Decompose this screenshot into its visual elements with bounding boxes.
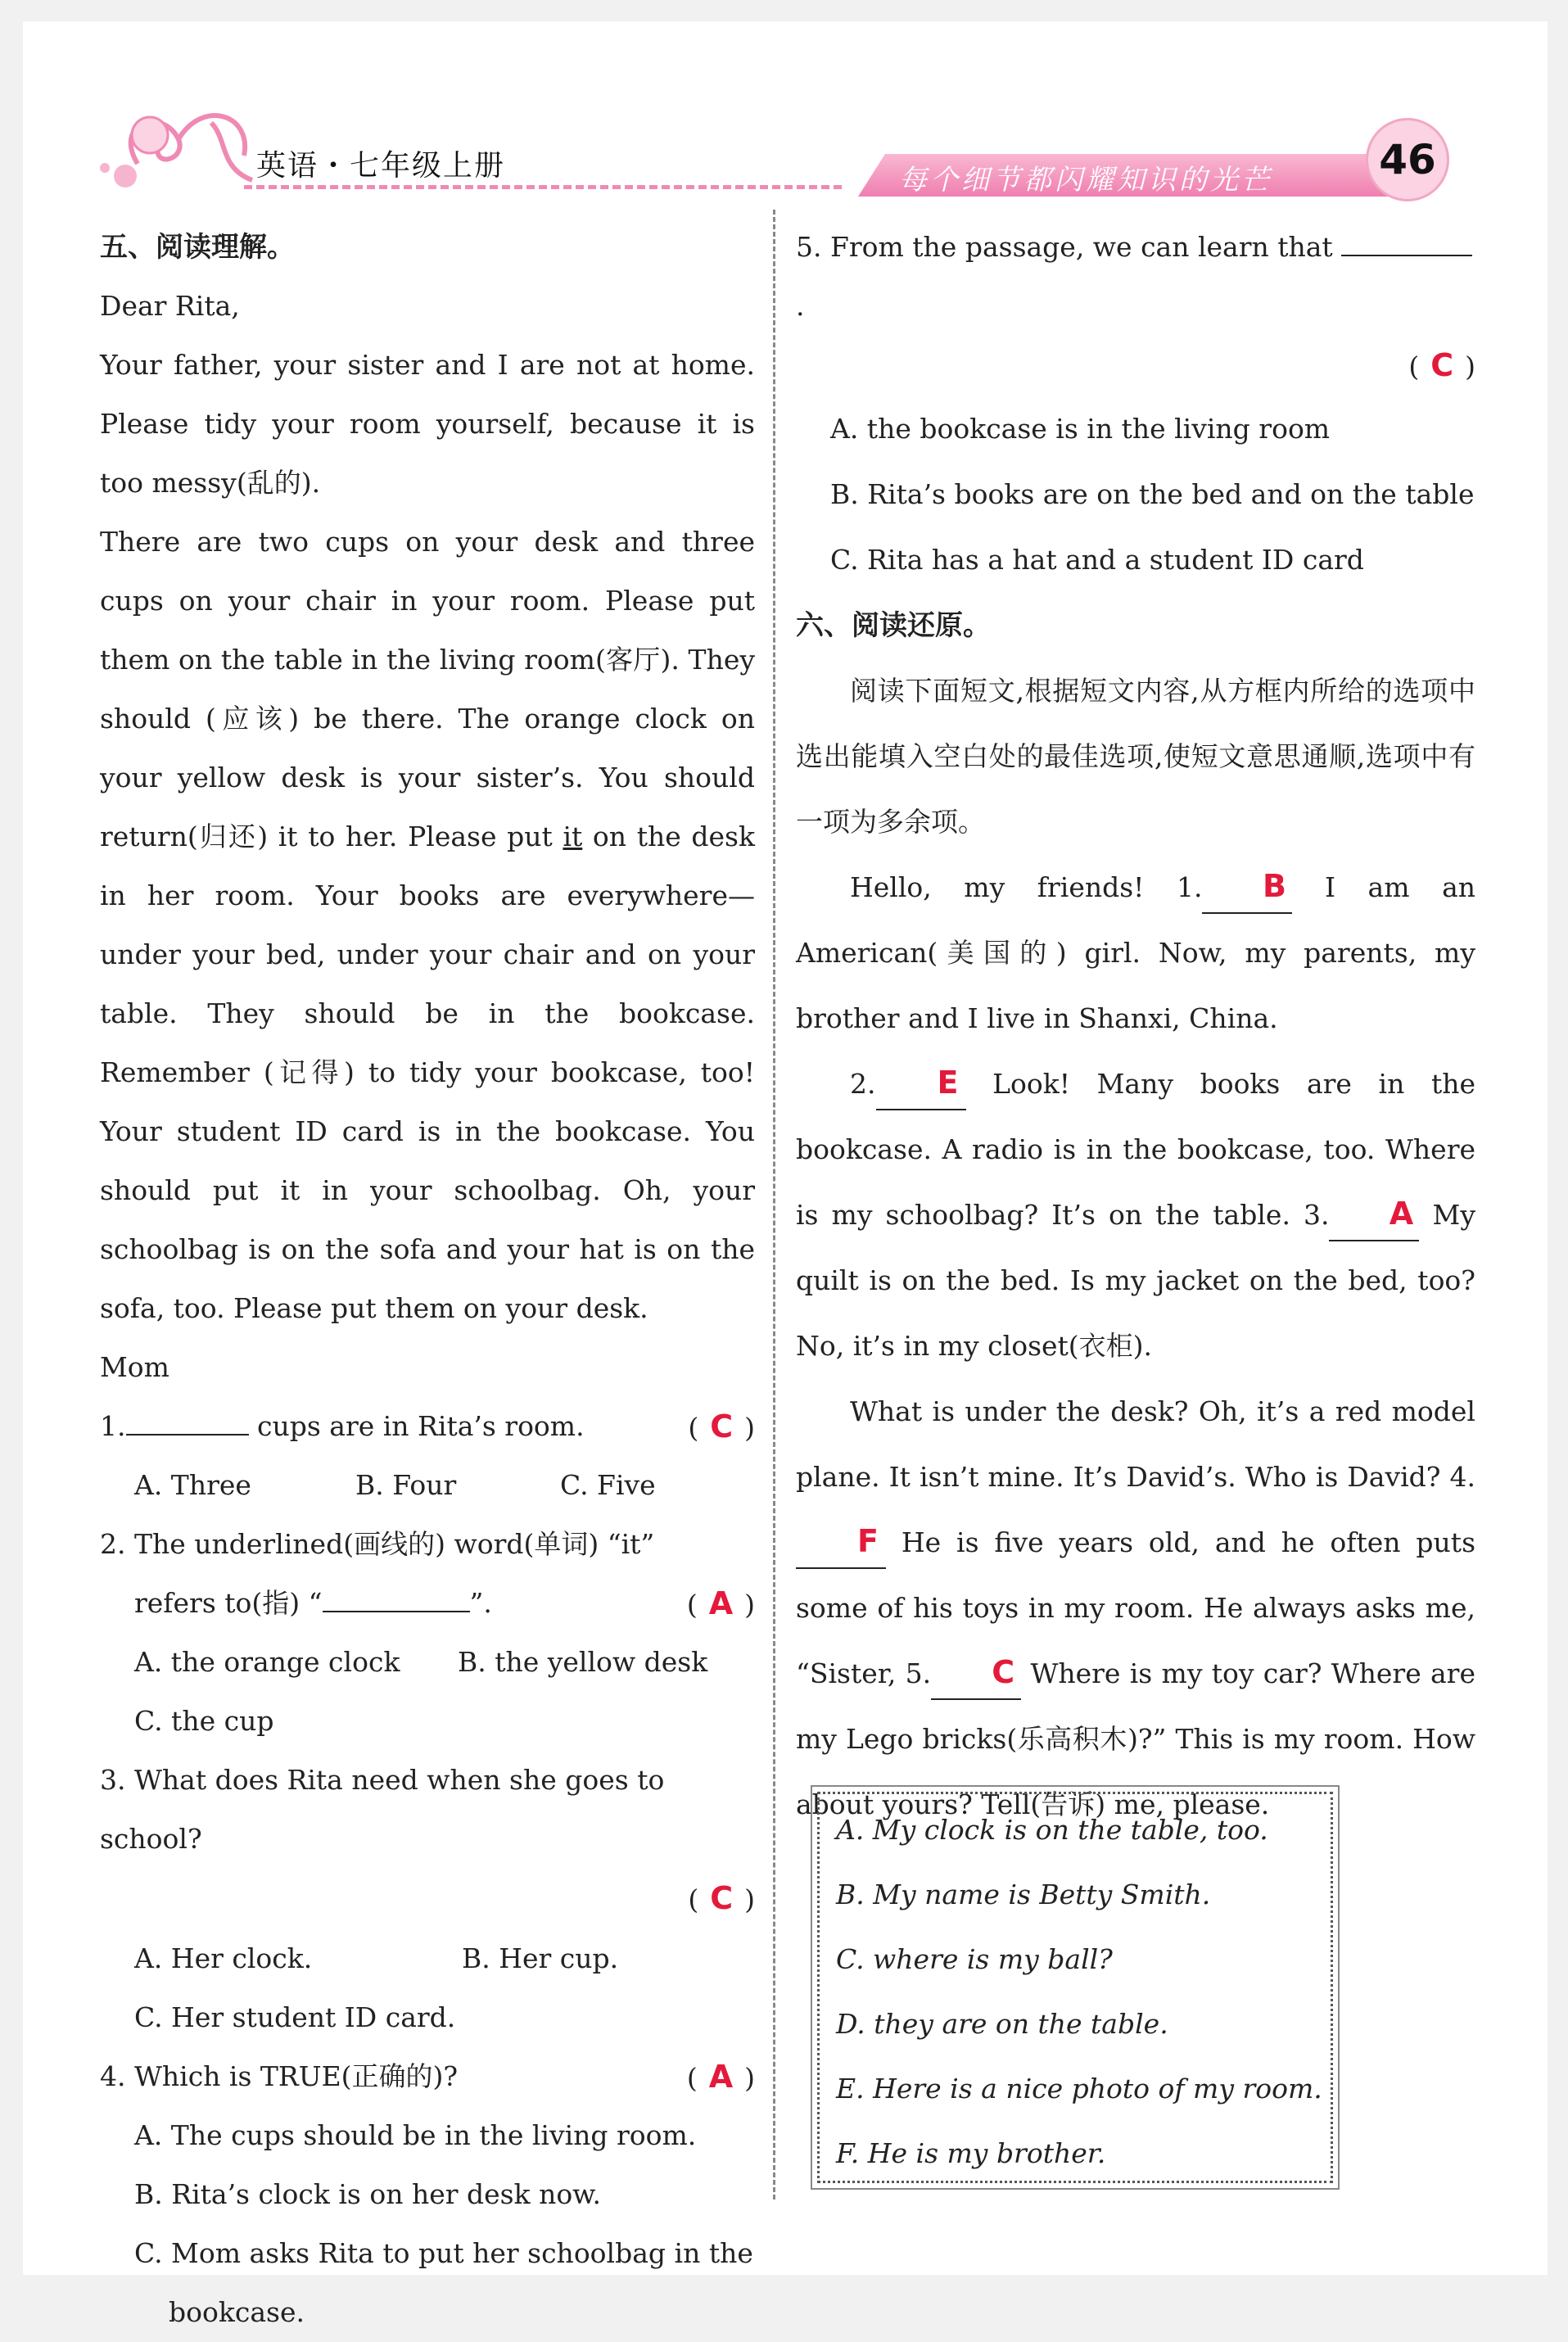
answer-mark: F [857,1523,879,1559]
answer-blank[interactable] [796,1517,886,1569]
question-4 [100,2047,755,2106]
answer-mark: B [1262,868,1286,904]
question-2-stem: 2. The underlined(画线的) word(单词) “it” [100,1528,655,1560]
passage-text: 2. [850,1068,876,1100]
option: B. the yellow desk [458,1646,708,1678]
question-2-options [100,1633,755,1692]
option: A. the orange clock [134,1646,400,1678]
column-divider [773,210,775,2200]
passage-text: What is under the desk? Oh, it’s a red model plane. It isn’t mine. It’s David’s. Who is David? 4. [796,1395,1475,1493]
answer-mark: C [710,1408,734,1445]
option: C. Five [560,1469,656,1501]
header-divider [244,185,842,189]
answer-mark: C [710,1880,734,1916]
answer-blank[interactable] [323,1583,470,1612]
letter-paragraph-2 [100,513,755,1338]
question-text: . [796,290,805,322]
option: bookcase. [169,2296,305,2328]
passage-paragraph-2 [796,1051,1475,1379]
question-number: 1. [100,1410,126,1442]
passage-paragraph-1 [796,855,1475,1051]
option: C. the cup [134,1705,274,1737]
option: B. Four [355,1469,457,1501]
option: A. Three [134,1469,251,1501]
option: A. the bookcase is in the living room [830,413,1331,445]
section5-title: 五、阅读理解。 [100,231,295,264]
answer-mark: A [708,2059,734,2095]
option: A. The cups should be in the living room. [134,2119,697,2151]
section6-instruction: 阅读下面短文,根据短文内容,从方框内所给的选项中选出能填入空白处的最佳选项,使短文意思通顺,选项中有一项为多余项。 [796,675,1475,838]
question-1 [100,1397,755,1456]
question-text: refers to(指) “ [134,1587,323,1619]
letter-text: on the desk in her room. Your books are everywhere—under your bed, under your chair and on your table. They should be in the bookcase. Remember (记得) to tidy your bookcase, too! Your student ID card is in the bookcase. You should put it in your schoolbag. Oh, your schoolbag is on the sofa and your hat is on the sofa, too. Please put them on your desk. [100,821,755,1324]
letter-paragraph-1: Your father, your sister and I are not at home. Please tidy your room yourself, because it is too messy(乱的). [100,349,755,499]
passage-text: My quilt is on the bed. Is my jacket on the bed, too? No, it’s in my closet(衣柜). [796,1199,1475,1362]
question-2 [100,1574,755,1633]
letter-greeting: Dear Rita, [100,290,240,322]
question-text: ”. [469,1587,492,1619]
underlined-word: it [563,821,583,852]
answer-bracket: ( A ) [686,2059,755,2095]
flower-ornament-icon [88,90,269,213]
option: B. Rita’s clock is on her desk now. [134,2178,602,2210]
page-number: 46 [1366,118,1449,201]
answer-bracket: ( C ) [688,1880,755,1916]
question-3: 3. What does Rita need when she goes to school? [100,1764,665,1855]
box-option: F. He is my brother. [836,2137,1106,2169]
answer-mark: E [937,1065,959,1101]
letter-text: There are two cups on your desk and three cups on your chair in your room. Please put them on the table in the living room(客厅). They should (应该) be there. The orange clock on your yellow desk is your sister’s. You should return(归还) it to her. Please put [100,526,755,852]
answer-bracket: ( C ) [688,1408,755,1445]
passage-text: Where is my toy car? Where are my Lego bricks(乐高积木)?” This is my room. How about yours? Tell(告诉) me, please. [796,1657,1475,1820]
box-option: D. they are on the table. [836,2008,1168,2040]
question-1-options [100,1456,755,1515]
option: A. Her clock. [134,1942,313,1974]
passage-text: He is five years old, and he often puts some of his toys in my room. He always asks me, “Sister, 5. [796,1526,1475,1689]
page [23,21,1548,2328]
question-text: 5. From the passage, we can learn that [796,231,1342,263]
passage-text: Look! Many books are in the bookcase. A radio is in the bookcase, too. Where is my schoolbag? It’s on the table. 3. [796,1068,1475,1231]
left-column [100,218,755,2342]
option: B. Her cup. [462,1942,619,1974]
question-text: 4. Which is TRUE(正确的)? [100,2060,459,2092]
answer-blank[interactable] [1202,861,1292,914]
right-column [796,218,1475,1838]
passage-text: Hello, my friends! 1. [850,871,1203,903]
passage-paragraph-3 [796,1379,1475,1838]
box-option: B. My name is Betty Smith. [836,1879,1211,1910]
answer-blank[interactable] [876,1058,966,1110]
question-5 [796,218,1475,336]
answer-blank[interactable] [126,1406,249,1435]
box-option: E. Here is a nice photo of my room. [836,2073,1322,2105]
box-option: A. My clock is on the table, too. [836,1814,1268,1846]
answer-mark: A [1389,1196,1414,1232]
answer-blank[interactable] [1341,227,1472,256]
option: C. Rita has a hat and a student ID card [830,544,1364,576]
answer-bracket: ( C ) [1408,347,1475,383]
letter-signature: Mom [100,1351,169,1383]
options-box [817,1792,1333,2183]
answer-mark: A [708,1585,734,1621]
book-title: 英语・七年级上册 [256,149,506,183]
answer-blank[interactable] [1329,1189,1419,1241]
option: C. Mom asks Rita to put her schoolbag in the [134,2237,753,2269]
page-header [23,21,1548,197]
question-3-options [100,1929,755,1988]
answer-bracket: ( A ) [686,1585,755,1621]
answer-blank[interactable] [931,1648,1021,1700]
option: B. Rita’s books are on the bed and on the table [830,478,1475,510]
question-text: cups are in Rita’s room. [248,1410,585,1442]
section6-title: 六、阅读还原。 [796,609,991,642]
answer-mark: C [1430,347,1454,383]
passage-text: I am an American(美国的) girl. Now, my parents, my brother and I live in Shanxi, China. [796,871,1475,1034]
box-option: C. where is my ball? [836,1943,1113,1975]
option: C. Her student ID card. [134,2001,456,2033]
header-slogan: 每个细节都闪耀知识的光芒 [899,164,1272,197]
answer-mark: C [992,1654,1015,1690]
